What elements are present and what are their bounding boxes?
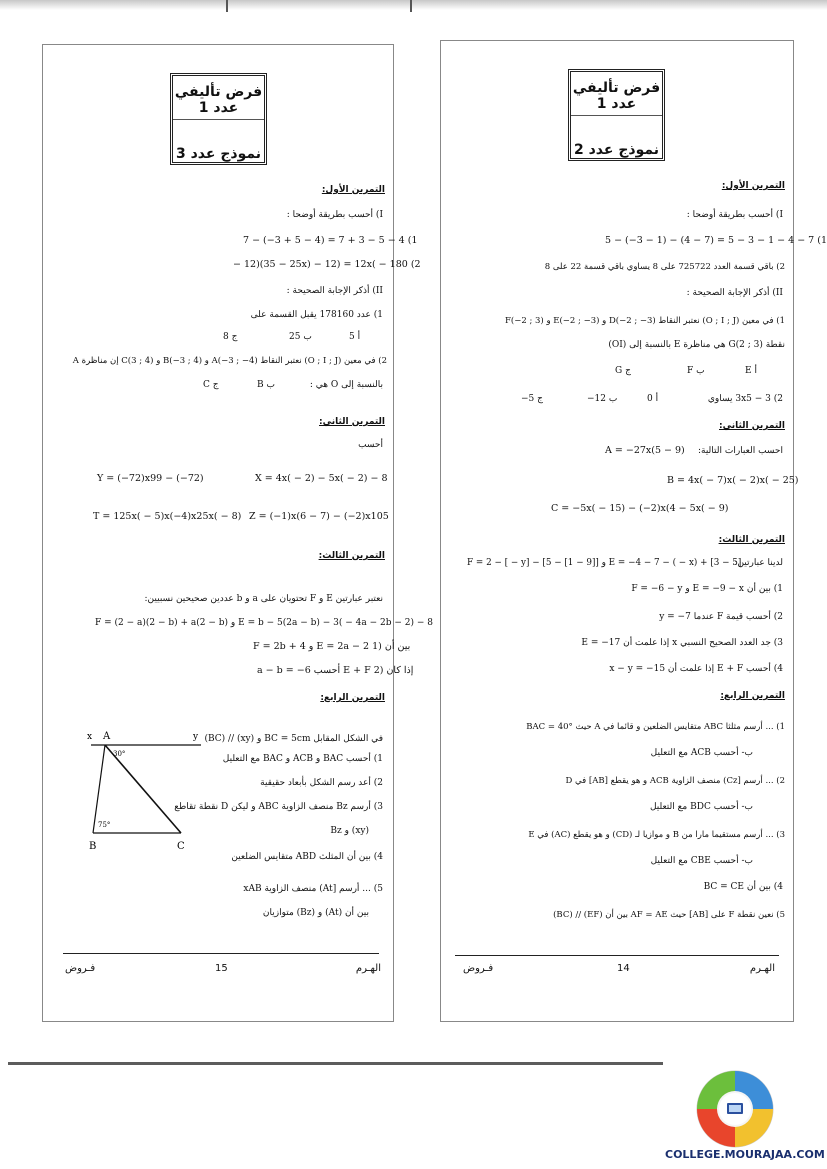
- right-ex3-q2: 2) أحسب قيمة F عندما y = −7: [659, 612, 783, 622]
- right-ex4-q2: 2) ... أرسم [Cz) منصف الزاوية ACB و هو يقطع [AB] في D: [565, 776, 785, 786]
- left-footer-right: الهـرم: [355, 963, 381, 974]
- left-ex1-q2b: بالنسبة إلى O هي :: [309, 380, 383, 390]
- right-ex2-c: C = −5x( − 15) − (−2)x(4 − 5x( − 9): [551, 503, 729, 514]
- segment-ab: [93, 745, 105, 833]
- right-ex4-q1b: ب- أحسب ACB مع التعليل: [650, 748, 753, 758]
- left-ex3-heading: التمرين الثالث:: [318, 551, 385, 561]
- left-ex2-t: T = 125x( − 5)x(−4)x25x( − 8): [93, 511, 242, 522]
- right-ex3-heading: التمرين الثالث:: [718, 535, 785, 545]
- left-title-box: [170, 73, 267, 165]
- left-ex3-expr: F = (2 − a)(2 − b) + a(2 − b) و E = b − 5(2a − b) − 3( − 4a − 2b − 2) − 8: [95, 618, 433, 628]
- right-footer-left: فـروض: [463, 963, 494, 974]
- left-title-line2: نموذج عدد 3: [175, 146, 262, 162]
- angle-a-label: 30°: [113, 750, 126, 758]
- right-ex3-intro: لدينا عبارتين:: [734, 558, 783, 568]
- label-x: x: [87, 732, 93, 742]
- left-ex1-part-i: I) أحسب بطريقة أوضحا :: [286, 210, 383, 220]
- left-ex2-heading: التمرين الثاني:: [319, 417, 385, 427]
- left-ex1-q2-opt-c: C ج: [203, 380, 219, 390]
- right-ex1-q1-opt-b: F ب: [687, 366, 705, 376]
- left-ex4-intro: في الشكل المقابل BC = 5cm و (xy) // (BC): [204, 734, 383, 744]
- right-ex4-q2b: ب- أحسب BDC مع التعليل: [649, 802, 753, 812]
- left-ex4-q3: 3) أرسم Bz منصف الزاوية ABC و ليكن D نقطة تقاطع: [174, 802, 383, 812]
- right-ex4-q5: 5) نعين نقطة F على [AB] حيث AF = AE بين أن (EF) // (BC): [553, 910, 785, 920]
- right-ex2-intro: احسب العبارات التالية:: [697, 446, 783, 456]
- right-ex1-line2: 2) باقي قسمة العدد 725722 على 8 يساوي باقي قسمة 22 على 8: [544, 262, 785, 272]
- right-ex4-q4: 4) بين أن BC = CE: [703, 882, 783, 892]
- left-ex1-q1-opt-b: 25 ب: [289, 332, 312, 342]
- left-ex2-y: Y = (−72)x99 − (−72): [97, 473, 204, 484]
- left-ex1-q1: 1) عدد 178160 يقبل القسمة على: [250, 310, 383, 320]
- right-page: [440, 40, 827, 1022]
- right-ex1-q1-opt-c: G ج: [615, 366, 631, 376]
- left-ex4-heading: التمرين الرابع:: [320, 693, 385, 703]
- segment-ac: [105, 745, 181, 833]
- right-ex1-q1-opt-a: E أ: [745, 366, 757, 376]
- label-b: B: [89, 841, 97, 852]
- right-footer-rule: [455, 955, 779, 956]
- right-ex1-heading: التمرين الأول:: [721, 181, 785, 191]
- right-page-number: 14: [617, 963, 630, 974]
- label-y: y: [193, 732, 199, 742]
- left-page-number: 15: [215, 963, 228, 974]
- right-ex4-q3b: ب- أحسب CBE مع التعليل: [650, 856, 753, 866]
- left-ex4-q3b: (xy) و Bz: [330, 826, 369, 836]
- left-footer-left: فـروض: [65, 963, 96, 974]
- left-ex1-q2a: 2) في معين (O ; I ; J) نعتبر النقاط A(−3 ; −4) و B(−3 ; 4) و C(3 ; 4) إن مناظرة A: [72, 356, 387, 366]
- left-ex3-q1: F = 2b + 4 و E = 2a − 2 بين أن (1: [253, 641, 411, 652]
- left-ex2-intro: أحسب: [358, 440, 383, 450]
- angle-b-label: 75°: [98, 821, 111, 829]
- left-ex4-q5b: بين أن (At) و (Bz) متوازيان: [262, 908, 369, 918]
- right-title-box: [568, 69, 665, 161]
- left-ex4-q1: 1) أحسب BAC و ACB و BAC مع التعليل: [222, 754, 383, 764]
- left-ex1-heading: التمرين الأول:: [321, 185, 385, 195]
- right-ex1-q2-opt-a: 0 أ: [647, 394, 659, 404]
- right-ex1-q1: 1) في معين (O ; I ; J) نعتبر النقاط D(−2 ; −3) و E(−2 ; −3) و F(−2 ; 3): [505, 316, 785, 326]
- right-ex2-a: A = −27x(5 − 9): [605, 445, 685, 456]
- left-page: [42, 44, 433, 1022]
- left-ex2-z: Z = (−1)x(6 − 7) − (−2)x105: [249, 511, 389, 522]
- right-ex3-q4: 4) أحسب E + F إذا علمت أن x − y = −15: [609, 664, 783, 674]
- scan-bottom-rule: [8, 1062, 663, 1065]
- right-ex3-q3: 3) جد العدد الصحيح النسبي x إذا علمت أن E = −17: [581, 638, 783, 648]
- left-ex4-q2: 2) أعد رسم الشكل بأبعاد حقيقية: [260, 778, 383, 788]
- right-title-line2: نموذج عدد 2: [573, 142, 660, 158]
- right-ex1-part-i: I) أحسب بطريقة أوضحا :: [686, 210, 783, 220]
- right-ex1-line1: 5 − (−3 − 1) − (4 − 7) = 5 − 3 − 1 − 4 − 7 (1: [605, 235, 827, 246]
- right-ex1-part-ii: II) أذكر الإجابة الصحيحة :: [686, 288, 783, 298]
- label-a: A: [103, 731, 111, 742]
- site-url: COLLEGE.MOURAJAA.COM: [665, 1148, 825, 1161]
- right-ex4-q1: 1) ... أرسم مثلثا ABC متقايس الضلعين و قائما في A حيث BAC = 40°: [526, 722, 785, 732]
- right-ex1-q2-opt-c: −5 ج: [521, 394, 543, 404]
- left-ex1-q1-opt-a: 5 أ: [349, 332, 361, 342]
- right-ex2-heading: التمرين الثاني:: [719, 421, 785, 431]
- triangle-figure: [83, 725, 213, 855]
- right-ex3-q1: 1) بين أن E = −9 − x و F = −6 − y: [631, 584, 783, 594]
- right-ex2-b: B = 4x( − 7)x( − 2)x( − 25): [667, 475, 799, 486]
- left-ex2-x: X = 4x( − 2) − 5x( − 2) − 8: [255, 473, 388, 484]
- scan-mark: [410, 0, 412, 12]
- label-c: C: [177, 841, 185, 852]
- left-title-line1: فرض تأليفي عدد 1: [174, 84, 263, 116]
- right-ex3-expr: F = 2 − [ − y] − [5 − [1 − 9]] و E = −4 − 7 − ( − x) + [3 − 5]: [467, 558, 742, 568]
- left-footer-rule: [63, 953, 379, 954]
- left-ex1-q1-opt-c: 8 ج: [223, 332, 238, 342]
- right-title-line1: فرض تأليفي عدد 1: [572, 80, 661, 112]
- left-ex1-part-ii: II) أذكر الإجابة الصحيحة :: [286, 286, 383, 296]
- scan-mark: [226, 0, 228, 12]
- right-ex4-q3: 3) ... أرسم مستقيما مارا من B و موازيا لـ (CD) و هو يقطع (AC) في E: [528, 830, 785, 840]
- left-ex1-q2-opt-b: B ب: [257, 380, 275, 390]
- left-ex1-line2: − 12)(35 − 25x) − 12) = 12x( − 180 (2: [233, 259, 421, 270]
- left-ex3-intro: نعتبر عبارتين E و F تحتويان على a و b عددين صحيحين نسبيين:: [144, 594, 383, 604]
- left-ex1-line1: 7 − (−3 + 5 − 4) = 7 + 3 − 5 − 4 (1: [243, 235, 418, 246]
- left-ex4-q5: 5) ... أرسم [At) منصف الزاوية xAB: [243, 884, 383, 894]
- site-logo-icon: [694, 1068, 776, 1150]
- scan-edge: [0, 0, 827, 10]
- left-ex4-q4: 4) بين أن المثلث ABD متقايس الضلعين: [231, 852, 383, 862]
- right-footer-right: الهـرم: [749, 963, 775, 974]
- right-ex1-q2-opt-b: −12 ب: [587, 394, 618, 404]
- right-ex1-q2: 2) 3 − 3x5 يساوي: [707, 394, 783, 404]
- left-ex3-q2: a − b = −6 أحسب E + F إذا كان (2: [257, 665, 414, 676]
- right-ex4-heading: التمرين الرابع:: [720, 691, 785, 701]
- right-ex1-q1b: نقطة G(2 ; 3) هي مناظرة E بالنسبة إلى (OI): [608, 340, 785, 350]
